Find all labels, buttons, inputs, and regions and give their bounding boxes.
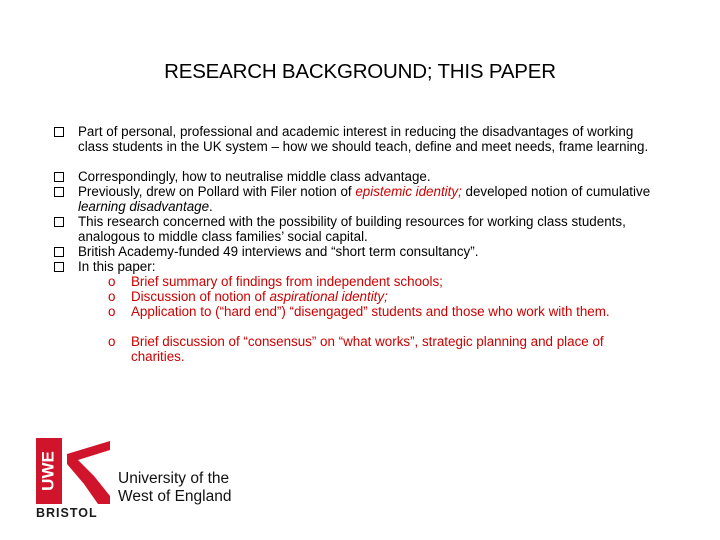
sub-bullet-item: [54, 334, 654, 364]
emphasis-aspirational-identity: aspirational identity;: [269, 289, 388, 304]
checkbox-bullet-icon: [54, 127, 64, 137]
sub-bullet-text: Brief summary of findings from independent schools;: [131, 274, 443, 289]
university-name: [118, 470, 231, 506]
circle-bullet-icon: o: [108, 334, 116, 349]
sub-bullet-text: Discussion of notion of aspirational identity;: [131, 289, 388, 304]
bullet-text: Part of personal, professional and academic interest in reducing the disadvantages of working class students in the UK system – how we should teach, define and meet needs, frame learning.: [78, 124, 649, 154]
circle-bullet-icon: o: [108, 304, 116, 319]
university-name-line-1: University of the: [118, 470, 230, 487]
bullet-list: [54, 124, 654, 364]
bullet-text: In this paper:: [78, 259, 156, 274]
uwe-logo: [36, 438, 112, 523]
sub-bullet-text: Application to (“hard end”) “disengaged” students and those who work with them.: [131, 304, 610, 319]
university-name-line-2: West of England: [118, 488, 232, 505]
checkbox-bullet-icon: [54, 247, 64, 257]
uwe-logo-mark-icon: [36, 438, 112, 518]
bullet-item: [54, 259, 654, 274]
sub-bullet-item: [54, 289, 654, 304]
circle-bullet-icon: o: [108, 289, 116, 304]
checkbox-bullet-icon: [54, 172, 64, 182]
bullet-text: Previously, drew on Pollard with Filer notion of epistemic identity; developed notion of cumulative learning disadvantage.: [78, 184, 651, 214]
bullet-item: [54, 214, 654, 244]
bullet-text: British Academy-funded 49 interviews and “short term consultancy”.: [78, 244, 479, 259]
slide-title: RESEARCH BACKGROUND; THIS PAPER: [164, 60, 556, 83]
circle-bullet-icon: o: [108, 274, 116, 289]
logo-letters: UWE: [38, 451, 58, 491]
sub-bullet-text: Brief discussion of “consensus” on “what works”, strategic planning and place of charities.: [131, 334, 604, 364]
bullet-item: [54, 244, 654, 259]
bullet-item: [54, 124, 654, 169]
bullet-item: [54, 184, 654, 214]
bullet-item: [54, 169, 654, 184]
logo-city: BRISTOL: [36, 506, 98, 518]
sub-bullet-item: [54, 274, 654, 289]
bullet-text: Correspondingly, how to neutralise middle class advantage.: [78, 169, 431, 184]
checkbox-bullet-icon: [54, 217, 64, 227]
checkbox-bullet-icon: [54, 187, 64, 197]
bullet-text: This research concerned with the possibility of building resources for working class students, analogous to middle class families’ social capital.: [78, 214, 626, 244]
emphasis-learning-disadvantage: learning disadvantage: [78, 199, 210, 214]
emphasis-epistemic-identity: epistemic identity;: [355, 184, 462, 199]
sub-bullet-item: [54, 304, 654, 334]
checkbox-bullet-icon: [54, 262, 64, 272]
